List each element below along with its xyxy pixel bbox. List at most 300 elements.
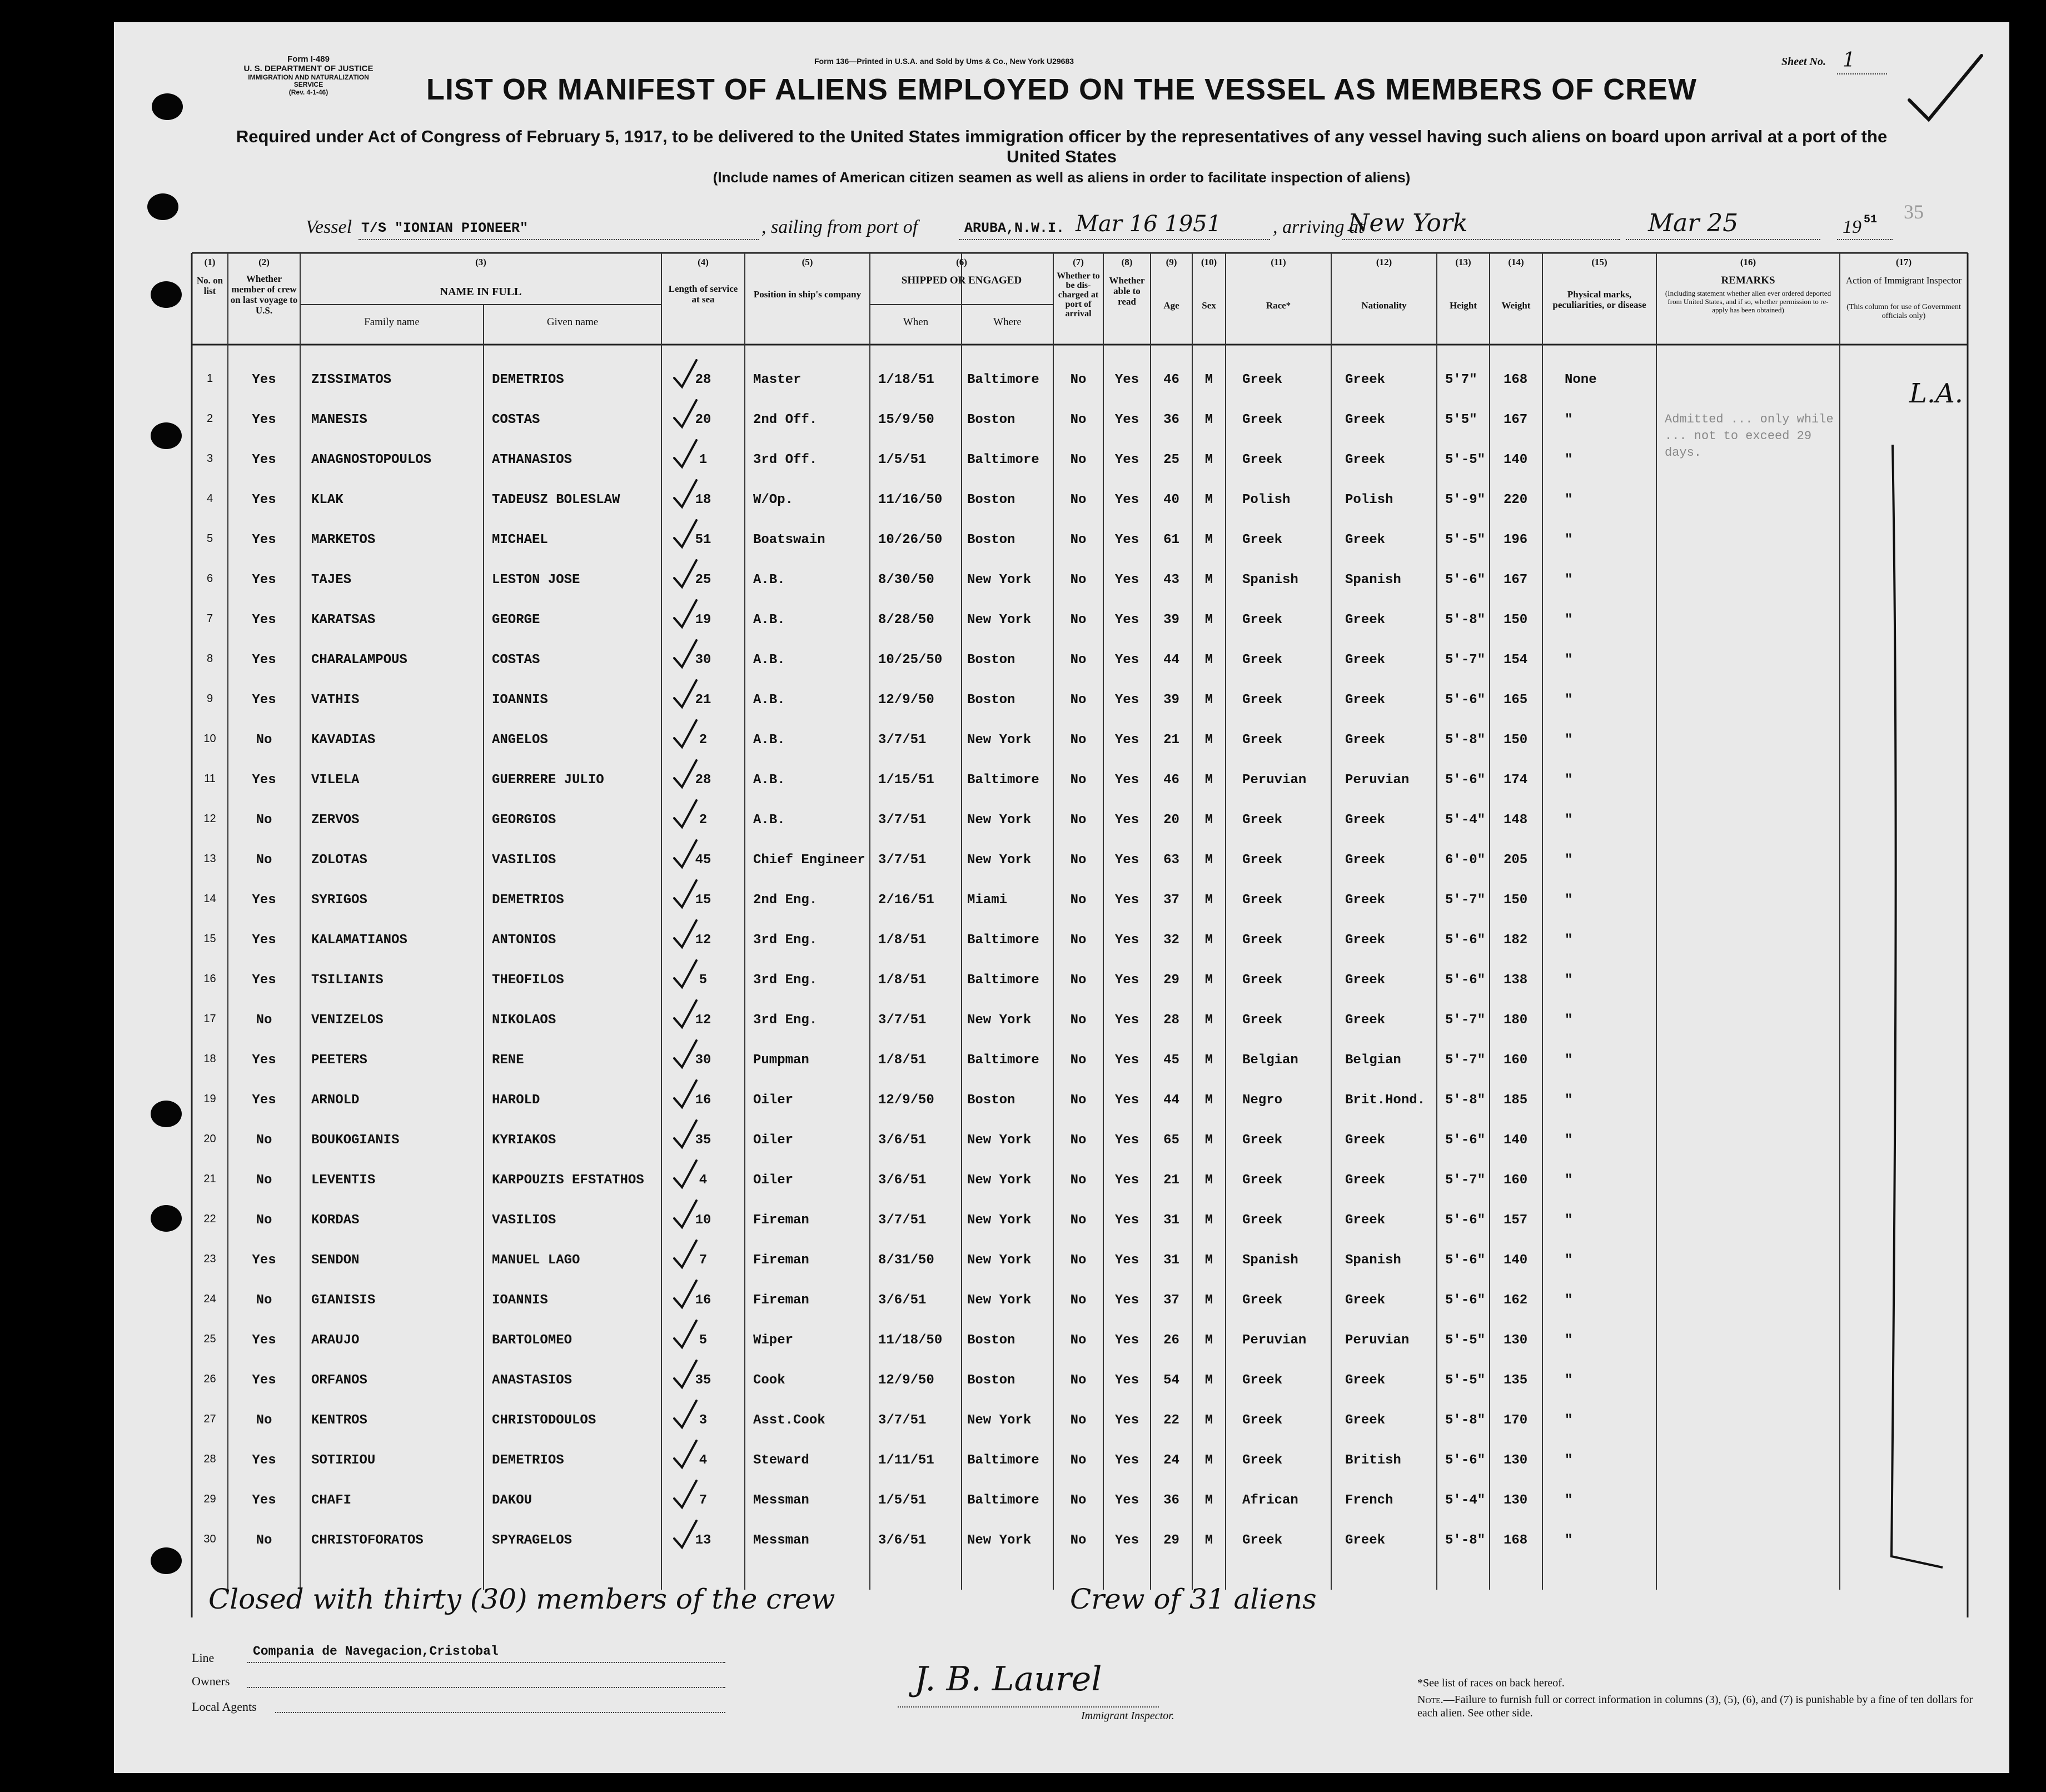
member-last-voyage: No: [256, 1293, 272, 1308]
shipped-when: 12/9/50: [878, 1093, 934, 1108]
family-name: SYRIGOS: [311, 893, 367, 908]
row-number: 7: [206, 613, 213, 625]
age: 22: [1163, 1413, 1179, 1428]
sailing-date: Mar 16 1951: [1076, 211, 1222, 237]
family-name: KLAK: [311, 492, 344, 507]
race: Greek: [1242, 693, 1283, 708]
sex: M: [1204, 933, 1213, 948]
age: 43: [1163, 573, 1179, 588]
row-number: 4: [206, 492, 213, 505]
col-num-2: (2): [258, 257, 270, 267]
member-last-voyage: Yes: [252, 1053, 276, 1068]
col-num-9: (9): [1166, 257, 1177, 267]
nationality: Greek: [1345, 1373, 1386, 1388]
length-of-service: 18: [695, 492, 711, 507]
checkmark-icon: [674, 560, 696, 587]
sex: M: [1204, 1373, 1213, 1388]
manifest-page: [114, 22, 2009, 1773]
sex: M: [1204, 693, 1213, 708]
able-to-read: Yes: [1114, 973, 1139, 988]
header-action-note: (This column for use of Government officials only): [1846, 303, 1961, 320]
able-to-read: Yes: [1114, 1533, 1139, 1548]
age: 25: [1163, 452, 1179, 467]
shipped-where: Baltimore: [967, 933, 1039, 948]
sex: M: [1204, 1093, 1213, 1108]
col-num-10: (10): [1201, 257, 1217, 267]
sex: M: [1204, 1213, 1213, 1228]
length-of-service: 35: [695, 1373, 711, 1388]
nationality: Greek: [1345, 813, 1386, 828]
position: A.B.: [753, 693, 785, 708]
physical-marks: ": [1565, 1373, 1573, 1388]
nationality: Greek: [1345, 1013, 1386, 1028]
checkmark-icon: [674, 400, 696, 427]
nationality: Greek: [1345, 412, 1386, 427]
member-last-voyage: Yes: [252, 492, 276, 507]
member-last-voyage: Yes: [252, 372, 276, 387]
header-remarks: REMARKS: [1721, 275, 1775, 286]
able-to-read: Yes: [1114, 1093, 1139, 1108]
sex: M: [1204, 1493, 1213, 1508]
weight: 130: [1504, 1453, 1528, 1468]
length-of-service: 16: [695, 1293, 711, 1308]
length-of-service: 10: [695, 1213, 711, 1228]
weight: 140: [1504, 1133, 1528, 1148]
height: 5'-5": [1445, 452, 1486, 467]
height: 5'-6": [1445, 1293, 1486, 1308]
nationality: Greek: [1345, 933, 1386, 948]
length-of-service: 3: [699, 1413, 708, 1428]
shipped-when: 2/16/51: [878, 893, 934, 908]
sex: M: [1204, 1253, 1213, 1268]
family-name: KARATSAS: [311, 613, 376, 628]
member-last-voyage: Yes: [252, 773, 276, 788]
height: 5'-4": [1445, 1493, 1486, 1508]
height: 5'-6": [1445, 973, 1486, 988]
height: 5'-5": [1445, 1333, 1486, 1348]
position: 3rd Eng.: [753, 933, 818, 948]
member-last-voyage: No: [256, 1213, 272, 1228]
shipped-where: Boston: [967, 653, 1015, 668]
shipped-where: Baltimore: [967, 372, 1039, 387]
department: U. S. DEPARTMENT OF JUSTICE: [243, 64, 374, 74]
weight: 150: [1504, 893, 1528, 908]
race: Spanish: [1242, 573, 1298, 588]
age: 44: [1163, 1093, 1179, 1108]
height: 5'-8": [1445, 1413, 1486, 1428]
member-last-voyage: Yes: [252, 933, 276, 948]
able-to-read: Yes: [1114, 372, 1139, 387]
age: 37: [1163, 1293, 1179, 1308]
line-value: Compania de Navegacion,Cristobal: [253, 1644, 499, 1659]
shipped-where: Boston: [967, 1333, 1015, 1348]
race: Peruvian: [1242, 773, 1307, 788]
weight: 168: [1504, 1533, 1528, 1548]
family-name: VILELA: [311, 773, 360, 788]
header-weight: Weight: [1501, 300, 1531, 311]
col-num-8: (8): [1121, 257, 1133, 267]
able-to-read: Yes: [1114, 893, 1139, 908]
shipped-where: Baltimore: [967, 1453, 1039, 1468]
col-num-12: (12): [1376, 257, 1392, 267]
table-row: [114, 1162, 2009, 1202]
shipped-when: 8/31/50: [878, 1253, 934, 1268]
position: 3rd Off.: [753, 452, 818, 467]
sex: M: [1204, 893, 1213, 908]
checkmark-icon: [674, 440, 696, 467]
member-last-voyage: Yes: [252, 573, 276, 588]
row-number: 18: [203, 1053, 216, 1065]
shipped-where: New York: [967, 853, 1032, 868]
checkmark-icon: [674, 760, 696, 787]
shipped-where: Boston: [967, 693, 1015, 708]
position: Steward: [753, 1453, 809, 1468]
height: 6'-0": [1445, 853, 1486, 868]
arrival-port: New York: [1348, 209, 1468, 237]
col-num-5: (5): [802, 257, 813, 267]
given-name: DEMETRIOS: [492, 372, 564, 387]
given-name: DAKOU: [492, 1493, 532, 1508]
weight: 154: [1504, 653, 1528, 668]
row-number: 8: [206, 653, 213, 665]
manifest-subtitle: Required under Act of Congress of February 5, 1917, to be delivered to the United States immigration officer by the representatives of any vessel having such aliens on board upon arrival at a port of the United States: [236, 127, 1888, 166]
discharged: No: [1070, 973, 1087, 988]
shipped-when: 11/18/50: [878, 1333, 943, 1348]
agents-underline: [275, 1712, 725, 1713]
sex: M: [1204, 853, 1213, 868]
discharged: No: [1070, 613, 1087, 628]
shipped-where: Boston: [967, 1373, 1015, 1388]
family-name: TSILIANIS: [311, 973, 384, 988]
service-checkmarks: [670, 356, 736, 1579]
row-number: 12: [203, 813, 216, 825]
race: Greek: [1242, 1133, 1283, 1148]
action-bracket-line: [1876, 434, 1954, 1601]
given-name: KARPOUZIS EFSTATHOS: [492, 1173, 644, 1188]
given-name: TADEUSZ BOLESLAW: [492, 492, 620, 507]
given-name: THEOFILOS: [492, 973, 564, 988]
position: Asst.Cook: [753, 1413, 825, 1428]
nationality: Peruvian: [1345, 773, 1410, 788]
nationality: Greek: [1345, 1413, 1386, 1428]
physical-marks: ": [1565, 1333, 1573, 1348]
physical-marks: ": [1565, 1493, 1573, 1508]
line-label: Line: [192, 1651, 215, 1665]
given-name: LESTON JOSE: [492, 573, 580, 588]
given-name: VASILIOS: [492, 853, 556, 868]
sailing-port: ARUBA,N.W.I.: [964, 220, 1065, 236]
member-last-voyage: No: [256, 1413, 272, 1428]
height: 5'-8": [1445, 1093, 1486, 1108]
position: Messman: [753, 1493, 809, 1508]
nationality: Greek: [1345, 733, 1386, 748]
shipped-when: 1/8/51: [878, 933, 927, 948]
age: 36: [1163, 412, 1179, 427]
nationality: Greek: [1345, 893, 1386, 908]
position: Wiper: [753, 1333, 794, 1348]
length-of-service: 4: [699, 1173, 708, 1188]
shipped-when: 1/5/51: [878, 1493, 927, 1508]
physical-marks: ": [1565, 532, 1573, 547]
sex: M: [1204, 773, 1213, 788]
weight: 196: [1504, 532, 1528, 547]
length-of-service: 20: [695, 412, 711, 427]
able-to-read: Yes: [1114, 1253, 1139, 1268]
checkmark-icon: [674, 360, 696, 387]
sex: M: [1204, 1173, 1213, 1188]
col-num-7: (7): [1073, 257, 1084, 267]
table-row: [114, 481, 2009, 521]
weight: 180: [1504, 1013, 1528, 1028]
header-remarks-note: (Including statement whether alien ever ordered deported from United States, and if so, whether permission to re-apply has been obtained): [1665, 289, 1831, 314]
member-last-voyage: Yes: [252, 1333, 276, 1348]
shipped-when: 3/7/51: [878, 853, 927, 868]
row-number: 19: [203, 1093, 216, 1105]
row-number: 9: [206, 693, 213, 705]
table-row: [114, 561, 2009, 601]
member-last-voyage: No: [256, 1133, 272, 1148]
shipped-when: 3/6/51: [878, 1293, 927, 1308]
sex: M: [1204, 1333, 1213, 1348]
race: Greek: [1242, 973, 1283, 988]
discharged: No: [1070, 773, 1087, 788]
age: 26: [1163, 1333, 1179, 1348]
shipped-where: New York: [967, 1253, 1032, 1268]
length-of-service: 13: [695, 1533, 711, 1548]
sex: M: [1204, 1013, 1213, 1028]
shipped-when: 8/30/50: [878, 573, 934, 588]
nationality: Greek: [1345, 372, 1386, 387]
family-name: ZERVOS: [311, 813, 360, 828]
row-number: 17: [203, 1013, 216, 1025]
race: Greek: [1242, 1173, 1283, 1188]
able-to-read: Yes: [1114, 452, 1139, 467]
race: Greek: [1242, 1373, 1283, 1388]
shipped-when: 3/7/51: [878, 733, 927, 748]
discharged: No: [1070, 1493, 1087, 1508]
position: Messman: [753, 1533, 809, 1548]
race: Greek: [1242, 813, 1283, 828]
able-to-read: Yes: [1114, 492, 1139, 507]
discharged: No: [1070, 372, 1087, 387]
row-number: 29: [203, 1493, 216, 1505]
position: 3rd Eng.: [753, 1013, 818, 1028]
shipped-where: New York: [967, 573, 1032, 588]
weight: 167: [1504, 573, 1528, 588]
weight: 220: [1504, 492, 1528, 507]
given-name: DEMETRIOS: [492, 893, 564, 908]
header-sex: Sex: [1202, 300, 1216, 311]
given-name: ANTONIOS: [492, 933, 556, 948]
age: 63: [1163, 853, 1179, 868]
given-name: NIKOLAOS: [492, 1013, 556, 1028]
race: Greek: [1242, 933, 1283, 948]
year-prefix: 19: [1843, 217, 1861, 237]
nationality: Belgian: [1345, 1053, 1401, 1068]
line-underline: [247, 1662, 725, 1663]
checkmark-icon: [674, 1441, 696, 1467]
row-number: 10: [203, 733, 216, 745]
given-name: RENE: [492, 1053, 524, 1068]
weight: 140: [1504, 1253, 1528, 1268]
row-number: 16: [203, 973, 216, 985]
physical-marks: ": [1565, 1013, 1573, 1028]
family-name: PEETERS: [311, 1053, 367, 1068]
able-to-read: Yes: [1114, 1453, 1139, 1468]
given-name: ANASTASIOS: [492, 1373, 573, 1388]
able-to-read: Yes: [1114, 813, 1139, 828]
nationality: Greek: [1345, 973, 1386, 988]
length-of-service: 19: [695, 613, 711, 628]
length-of-service: 28: [695, 773, 711, 788]
table-row: [114, 1402, 2009, 1442]
member-last-voyage: Yes: [252, 1453, 276, 1468]
given-name: GEORGE: [492, 613, 540, 628]
col-num-17: (17): [1895, 257, 1912, 267]
header-action: Action of Immigrant Inspector: [1845, 275, 1962, 286]
service: IMMIGRATION AND NATURALIZATION SERVICE: [248, 73, 369, 89]
position: Oiler: [753, 1173, 794, 1188]
nationality: Greek: [1345, 693, 1386, 708]
checkmark-icon: [674, 1281, 696, 1307]
position: 3rd Eng.: [753, 973, 818, 988]
position: Fireman: [753, 1293, 809, 1308]
family-name: LEVENTIS: [311, 1173, 376, 1188]
checkmark-icon: [674, 1161, 696, 1187]
physical-marks: ": [1565, 613, 1573, 628]
weight: 185: [1504, 1093, 1528, 1108]
member-last-voyage: Yes: [252, 693, 276, 708]
col-num-3: (3): [475, 257, 486, 267]
family-name: ARAUJO: [311, 1333, 360, 1348]
sex: M: [1204, 813, 1213, 828]
member-last-voyage: Yes: [252, 1373, 276, 1388]
row-number: 6: [206, 573, 213, 585]
family-name: ZOLOTAS: [311, 853, 367, 868]
age: 44: [1163, 653, 1179, 668]
member-last-voyage: Yes: [252, 1493, 276, 1508]
member-last-voyage: No: [256, 1533, 272, 1548]
race: Greek: [1242, 733, 1283, 748]
physical-marks: ": [1565, 1453, 1573, 1468]
length-of-service: 15: [695, 893, 711, 908]
length-of-service: 21: [695, 693, 711, 708]
able-to-read: Yes: [1114, 1493, 1139, 1508]
family-name: GIANISIS: [311, 1293, 376, 1308]
race: Greek: [1242, 1533, 1283, 1548]
discharged: No: [1070, 1053, 1087, 1068]
length-of-service: 7: [699, 1253, 708, 1268]
physical-marks: ": [1565, 1533, 1573, 1548]
shipped-when: 1/8/51: [878, 1053, 927, 1068]
nationality: Greek: [1345, 1213, 1386, 1228]
given-name: SPYRAGELOS: [492, 1533, 573, 1548]
discharged: No: [1070, 1533, 1087, 1548]
given-name: ANGELOS: [492, 733, 548, 748]
physical-marks: ": [1565, 573, 1573, 588]
fine-note: [1417, 1693, 1979, 1720]
checkmark-icon: [674, 600, 696, 627]
row-number: 30: [203, 1533, 216, 1545]
age: 31: [1163, 1213, 1179, 1228]
checkmark-icon: [674, 520, 696, 547]
height: 5'-6": [1445, 1453, 1486, 1468]
physical-marks: ": [1565, 1173, 1573, 1188]
weight: 138: [1504, 973, 1528, 988]
member-last-voyage: Yes: [252, 532, 276, 547]
row-number: 20: [203, 1133, 216, 1145]
table-row: [114, 1442, 2009, 1482]
position: 2nd Eng.: [753, 893, 818, 908]
header-position: Position in ship's company: [753, 289, 862, 300]
family-name: CHAFI: [311, 1493, 352, 1508]
nationality: Greek: [1345, 1133, 1386, 1148]
length-of-service: 30: [695, 1053, 711, 1068]
family-name: KENTROS: [311, 1413, 367, 1428]
position: Cook: [753, 1373, 785, 1388]
position: Fireman: [753, 1253, 809, 1268]
able-to-read: Yes: [1114, 773, 1139, 788]
age: 61: [1163, 532, 1179, 547]
able-to-read: Yes: [1114, 1293, 1139, 1308]
height: 5'-8": [1445, 1533, 1486, 1548]
row-number: 14: [203, 893, 216, 905]
discharged: No: [1070, 933, 1087, 948]
shipped-where: New York: [967, 613, 1032, 628]
position: Master: [753, 372, 802, 387]
shipped-when: 8/28/50: [878, 613, 934, 628]
physical-marks: ": [1565, 1053, 1573, 1068]
sheet-number: 1: [1843, 49, 1855, 72]
length-of-service: 35: [695, 1133, 711, 1148]
owners-underline: [247, 1687, 725, 1688]
checkmark-icon: [674, 1000, 696, 1027]
given-name: ATHANASIOS: [492, 452, 573, 467]
length-of-service: 51: [695, 532, 711, 547]
weight: 135: [1504, 1373, 1528, 1388]
race: Greek: [1242, 653, 1283, 668]
length-of-service: 1: [699, 452, 708, 467]
discharged: No: [1070, 1013, 1087, 1028]
family-name: ZISSIMATOS: [311, 372, 392, 387]
form-number: Form I-489: [287, 54, 330, 64]
position: A.B.: [753, 773, 785, 788]
header-shipped: SHIPPED OR ENGAGED: [901, 275, 1022, 286]
able-to-read: Yes: [1114, 1173, 1139, 1188]
given-name: MANUEL LAGO: [492, 1253, 580, 1268]
shipped-when: 1/15/51: [878, 773, 934, 788]
given-name: IOANNIS: [492, 693, 548, 708]
position: Boatswain: [753, 532, 825, 547]
shipped-where: Boston: [967, 532, 1015, 547]
checkmark-icon: [674, 1321, 696, 1347]
height: 5'5": [1445, 412, 1477, 427]
weight: 205: [1504, 853, 1528, 868]
weight: 157: [1504, 1213, 1528, 1228]
given-name: BARTOLOMEO: [492, 1333, 573, 1348]
table-row: [114, 1122, 2009, 1162]
family-name: CHRISTOFORATOS: [311, 1533, 424, 1548]
family-name: SENDON: [311, 1253, 360, 1268]
given-name: GEORGIOS: [492, 813, 556, 828]
age: 37: [1163, 893, 1179, 908]
physical-marks: ": [1565, 1413, 1573, 1428]
sex: M: [1204, 492, 1213, 507]
physical-marks: ": [1565, 412, 1573, 427]
shipped-when: 15/9/50: [878, 412, 934, 427]
able-to-read: Yes: [1114, 1213, 1139, 1228]
checkmark-icon: [674, 720, 696, 747]
